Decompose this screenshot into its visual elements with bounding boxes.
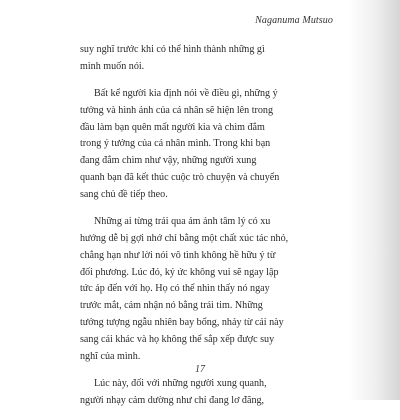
text-line: tưởng tượng ngẫu nhiên bay bổng, nhảy từ cái này <box>80 316 284 328</box>
text-line: Lúc này, đối với những người xung quanh, <box>94 377 267 389</box>
text-line: tức áp đến với họ. Họ có thể nhìn thấy nó ngay <box>80 283 270 295</box>
text-line: chẳng hạn như lời nói vô tình không hề hữu ý từ <box>80 249 276 261</box>
text-line: hướng dễ bị gợi nhớ chỉ bằng một chất xúc tác nhỏ, <box>80 232 289 244</box>
text-line: trong ý tưởng của cá nhân mình. Trong khi bạn <box>80 138 271 150</box>
text-line: sang cái khác và họ không thể sắp xếp được suy <box>80 333 275 345</box>
text-line: đầu làm bạn quên mất người kia và chìm đắm <box>80 121 265 133</box>
text-line: quanh bạn đã kết thúc cuộc trò chuyện và chuyển <box>80 172 280 184</box>
text-line: người nhạy cảm dường như chỉ đang lơ đãng, <box>80 394 265 406</box>
paragraph <box>80 376 338 410</box>
paragraph <box>80 86 338 204</box>
text-line: đối phương. Lúc đó, ký ức không vui sẽ ngay lập <box>80 266 279 278</box>
text-line: nghĩ của mình. <box>80 350 141 362</box>
text-line: tưởng và hình ảnh của cá nhân sẽ hiện lên trong <box>80 104 273 116</box>
text-line: trước mắt, cảm nhận nó bằng trái tim. Những <box>80 300 263 312</box>
text-line: suy nghĩ trước khi có thể hình thành những gì <box>80 44 265 55</box>
text-line: mình muốn nói. <box>80 60 145 72</box>
paragraph <box>80 42 338 76</box>
page-number: 17 <box>195 364 205 375</box>
running-header-author: Naganuma Mutsuo <box>255 15 333 26</box>
text-line: sang chủ đề tiếp theo. <box>80 188 168 200</box>
paragraph <box>80 214 338 365</box>
text-line: Bất kể người kia định nói về điều gì, những ý <box>94 88 278 100</box>
page-spine-shadow <box>348 0 400 400</box>
text-line: đang đắm chìm như vậy, những người xung <box>80 155 257 167</box>
text-line: Những ai từng trải qua ám ảnh tâm lý có xu <box>94 216 271 228</box>
